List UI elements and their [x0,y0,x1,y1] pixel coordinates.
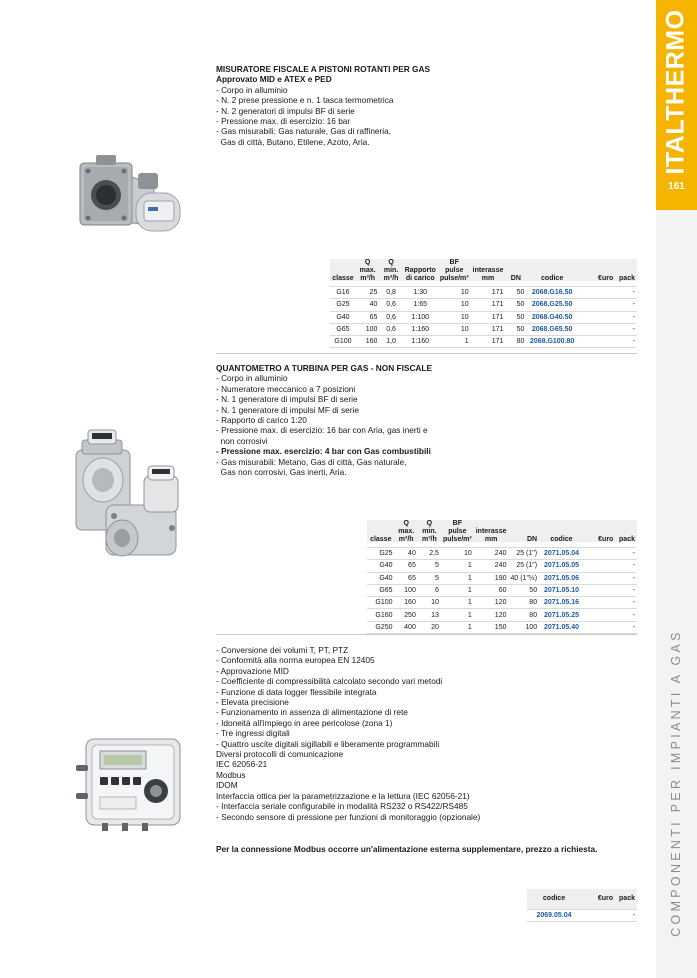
page-number: 161 [668,181,685,192]
table-row [330,311,637,323]
cell [578,323,615,335]
table-row [330,336,637,348]
product3-note [216,844,597,854]
cell: - [615,323,637,335]
cell: 80 [505,336,526,348]
cell: 0,6 [379,323,402,335]
cell: - [615,287,637,299]
col-header: €uro [598,536,614,543]
cell [578,336,615,348]
product-code[interactable]: 2071.05.04 [539,548,584,560]
product3-line: - Funzione di data logger flessibile integrata [216,686,377,697]
product3-line: - Conversione dei volumi T, PT, PTZ [216,645,349,655]
product2-line: - Rapporto di carico 1:20 [216,415,307,426]
cell [584,560,615,572]
product2-title: QUANTOMETRO A TURBINA PER GAS - NON FISCALE [216,363,433,373]
cell: G65 [330,323,356,335]
cell: 171 [471,323,506,335]
table-row [367,609,637,621]
section-divider [216,634,637,635]
product1-table [330,259,637,348]
col-header: pack [619,275,635,282]
cell: - [615,597,637,609]
cell: - [615,609,637,621]
cell [584,621,615,633]
cell: 50 [505,299,526,311]
brand-logo: ITALTHERMO [661,9,690,175]
product1-description [216,64,430,147]
product3-line: - Elevata precisione [216,697,289,708]
cell: 1:160 [403,336,438,348]
product2-line: - Gas misurabili: Metano, Gas di città, Gas naturale, [216,456,407,467]
cell: 1 [438,336,471,348]
cell: 250 [395,609,418,621]
table-row [330,299,637,311]
col-header: interasse mm [472,267,504,282]
product-code[interactable]: 2068.G65.50 [526,323,578,335]
cell: 5 [418,560,441,572]
cell: 120 [474,609,509,621]
cell [584,548,615,560]
cell: 240 [474,548,509,560]
product3-line: - Coefficiente di compressibilità calcolato secondo vari metodi [216,676,443,687]
cell: 171 [471,287,506,299]
col-header: pack [619,894,635,902]
brand-bar [656,0,697,210]
cell: 0,8 [379,287,402,299]
table-row [367,597,637,609]
col-header: €uro [598,275,614,282]
table-header-row [367,520,637,548]
cell: G16 [330,287,356,299]
cell [578,287,615,299]
product1-line: - Corpo in alluminio [216,84,288,95]
rotary-piston-meter-photo [76,155,188,245]
cell: 40 (1"½) [508,572,539,584]
product3-description [216,645,480,822]
product-code[interactable]: 2071.05.25 [539,609,584,621]
cell: 50 [505,287,526,299]
col-header: Q min. m³/h [422,520,437,543]
product-code[interactable]: 2071.05.06 [539,572,584,584]
cell: G65 [367,584,395,596]
cell: G100 [367,597,395,609]
cell: 10 [438,323,471,335]
product1-subtitle: Approvato MID e ATEX e PED [216,74,332,85]
product3-line: IDOM [216,780,238,791]
product1-line: - N. 2 generatori di impulsi BF di serie [216,105,355,116]
col-header: €uro [597,894,613,902]
cell: 171 [471,299,506,311]
product3-line: Modbus [216,769,246,780]
cell: 50 [508,584,539,596]
col-header: pack [619,536,635,543]
product-code[interactable]: 2071.05.16 [539,597,584,609]
cell [581,909,615,921]
table-row [330,323,637,335]
cell: 150 [474,621,509,633]
product2-line: - Corpo in alluminio [216,373,288,384]
cell: 65 [395,572,418,584]
cell: G40 [367,572,395,584]
table-header-row [330,259,637,287]
product3-line: - Conformità alla norma europea EN 12405 [216,655,375,666]
cell: - [615,584,637,596]
cell: G40 [330,311,356,323]
section-title: COMPONENTI PER IMPIANTI A GAS [669,629,683,937]
table-row [367,560,637,572]
cell: - [615,548,637,560]
cell: 10 [438,287,471,299]
product-code[interactable]: 2071.05.40 [539,621,584,633]
product1-line: - N. 2 prese pressione e n. 1 tasca termometrica [216,95,394,106]
col-header: interasse mm [475,528,507,543]
cell [578,311,615,323]
cell: 100 [508,621,539,633]
cell: 190 [474,572,509,584]
table-row [367,584,637,596]
product-code[interactable]: 2068.G25.50 [526,299,578,311]
table-row [330,287,637,299]
cell [584,584,615,596]
cell: 25 [356,287,379,299]
cell: 1:100 [403,311,438,323]
col-header: codice [541,275,564,282]
cell: 10 [438,299,471,311]
cell: 25 (1") [508,548,539,560]
cell: 171 [471,311,506,323]
cell: 65 [395,560,418,572]
product1-line: Gas di città, Butano, Etilene, Azoto, Aria. [216,136,370,147]
table-row [527,909,637,921]
side-strip [656,210,697,978]
product3-table [527,889,637,922]
product3-line: IEC 62056-21 [216,759,268,770]
cell: G250 [367,621,395,633]
product2-line: - N. 1 generatore di impulsi BF di serie [216,394,358,405]
table-row [367,548,637,560]
product3-line: - Interfaccia seriale configurabile in modalità RS232 o RS422/RS485 [216,801,468,812]
cell: 10 [438,311,471,323]
cell: 1:30 [403,287,438,299]
cell: 13 [418,609,441,621]
col-header: Rapporto di carico [404,267,436,282]
product-code[interactable]: 2068.G16.50 [526,287,578,299]
cell: 80 [508,597,539,609]
cell: 160 [395,597,418,609]
product-code[interactable]: 2071.05.10 [539,584,584,596]
product3-line: - Funzionamento in assenza di alimentazione di rete [216,707,408,718]
cell: 60 [474,584,509,596]
product3-line: - Idoneità all'impiego in aree pericolose (zona 1) [216,717,393,728]
cell: 100 [395,584,418,596]
cell: 1:160 [403,323,438,335]
product2-line: - N. 1 generatore di impulsi MF di serie [216,404,359,415]
col-header: classe [332,275,354,282]
cell: 171 [471,336,506,348]
cell: 1 [441,621,474,633]
product1-line: - Pressione max. di esercizio: 16 bar [216,116,351,127]
cell [584,572,615,584]
product2-line-highlight: - Pressione max. esercizio: 4 bar con Gas combustibili [216,446,431,457]
cell: 0,6 [379,299,402,311]
cell: 100 [356,323,379,335]
cell: 6 [418,584,441,596]
product3-line: - Approvazione MID [216,665,289,676]
cell: 80 [508,609,539,621]
product3-line: - Secondo sensore di pressione per funzioni di monitoraggio (opzionale) [216,811,481,822]
cell: G100 [330,336,356,348]
product2-line: - Numeratore meccanico a 7 posizioni [216,383,356,394]
cell: 5 [418,572,441,584]
col-header: DN [510,275,521,282]
cell: 50 [505,311,526,323]
cell: 1 [441,572,474,584]
cell: 20 [418,621,441,633]
cell: - [615,909,637,921]
cell: G40 [367,560,395,572]
table-header-row [527,889,637,909]
modbus-note: Per la connessione Modbus occorre un'alimentazione esterna supplementare, prezzo a richiesta. [216,844,598,854]
cell: 1 [441,560,474,572]
cell: 1,0 [379,336,402,348]
cell: - [615,621,637,633]
cell: 25 (1") [508,560,539,572]
product2-line: non corrosivi [216,435,268,446]
cell: - [615,299,637,311]
section-divider [216,353,637,354]
cell: 120 [474,597,509,609]
col-header: BF pulse pulse/m³ [439,259,469,282]
cell: G25 [367,548,395,560]
product-code[interactable]: 2069.05.04 [527,909,581,921]
product2-description [216,363,432,477]
col-header: classe [370,536,392,543]
cell: 10 [441,548,474,560]
product1-title: MISURATORE FISCALE A PISTONI ROTANTI PER GAS [216,64,431,74]
col-header: DN [526,536,538,543]
cell: 1 [441,584,474,596]
cell: 400 [395,621,418,633]
product-code[interactable]: 2071.05.05 [539,560,584,572]
cell: G25 [330,299,356,311]
product2-table [367,520,637,634]
cell: 40 [395,548,418,560]
col-header: codice [550,536,573,543]
table-row [367,621,637,633]
col-header: Q min. m³/h [383,259,399,282]
cell: - [615,311,637,323]
cell: 1 [441,609,474,621]
product-code[interactable]: 2068.G40.50 [526,311,578,323]
cell: 10 [418,597,441,609]
cell: 2,5 [418,548,441,560]
product3-line: Interfaccia ottica per la parametrizzazione e la lettura (IEC 62056-21) [216,790,470,801]
cell: 1 [441,597,474,609]
cell: - [615,572,637,584]
table-row [367,572,637,584]
turbine-meter-photo [66,420,202,570]
product-code[interactable]: 2068.G100.80 [526,336,578,348]
product3-line: Diversi protocolli di comunicazione [216,749,344,760]
product1-line: - Gas misurabili: Gas naturale, Gas di raffineria, [216,126,392,137]
col-header: codice [542,894,566,902]
cell: 65 [356,311,379,323]
cell: 1:65 [403,299,438,311]
cell: 240 [474,560,509,572]
cell: - [615,560,637,572]
product2-line: - Pressione max. di esercizio: 16 bar con Aria, gas inerti e [216,425,428,436]
cell [578,299,615,311]
cell: - [615,336,637,348]
cell: 40 [356,299,379,311]
cell: 50 [505,323,526,335]
cell: G160 [367,609,395,621]
volume-converter-photo [72,735,192,831]
cell [584,609,615,621]
col-header: BF pulse pulse/m³ [442,520,472,543]
product3-line: - Quattro uscite digitali sigillabili e liberamente programmabili [216,738,440,749]
product3-line: - Tre ingressi digitali [216,728,290,739]
col-header: Q max. m³/h [359,259,376,282]
product2-line: Gas non corrosivi, Gas inerti, Aria. [216,467,347,478]
cell: 0,6 [379,311,402,323]
cell [584,597,615,609]
col-header: Q max. m³/h [398,520,415,543]
cell: 160 [356,336,379,348]
